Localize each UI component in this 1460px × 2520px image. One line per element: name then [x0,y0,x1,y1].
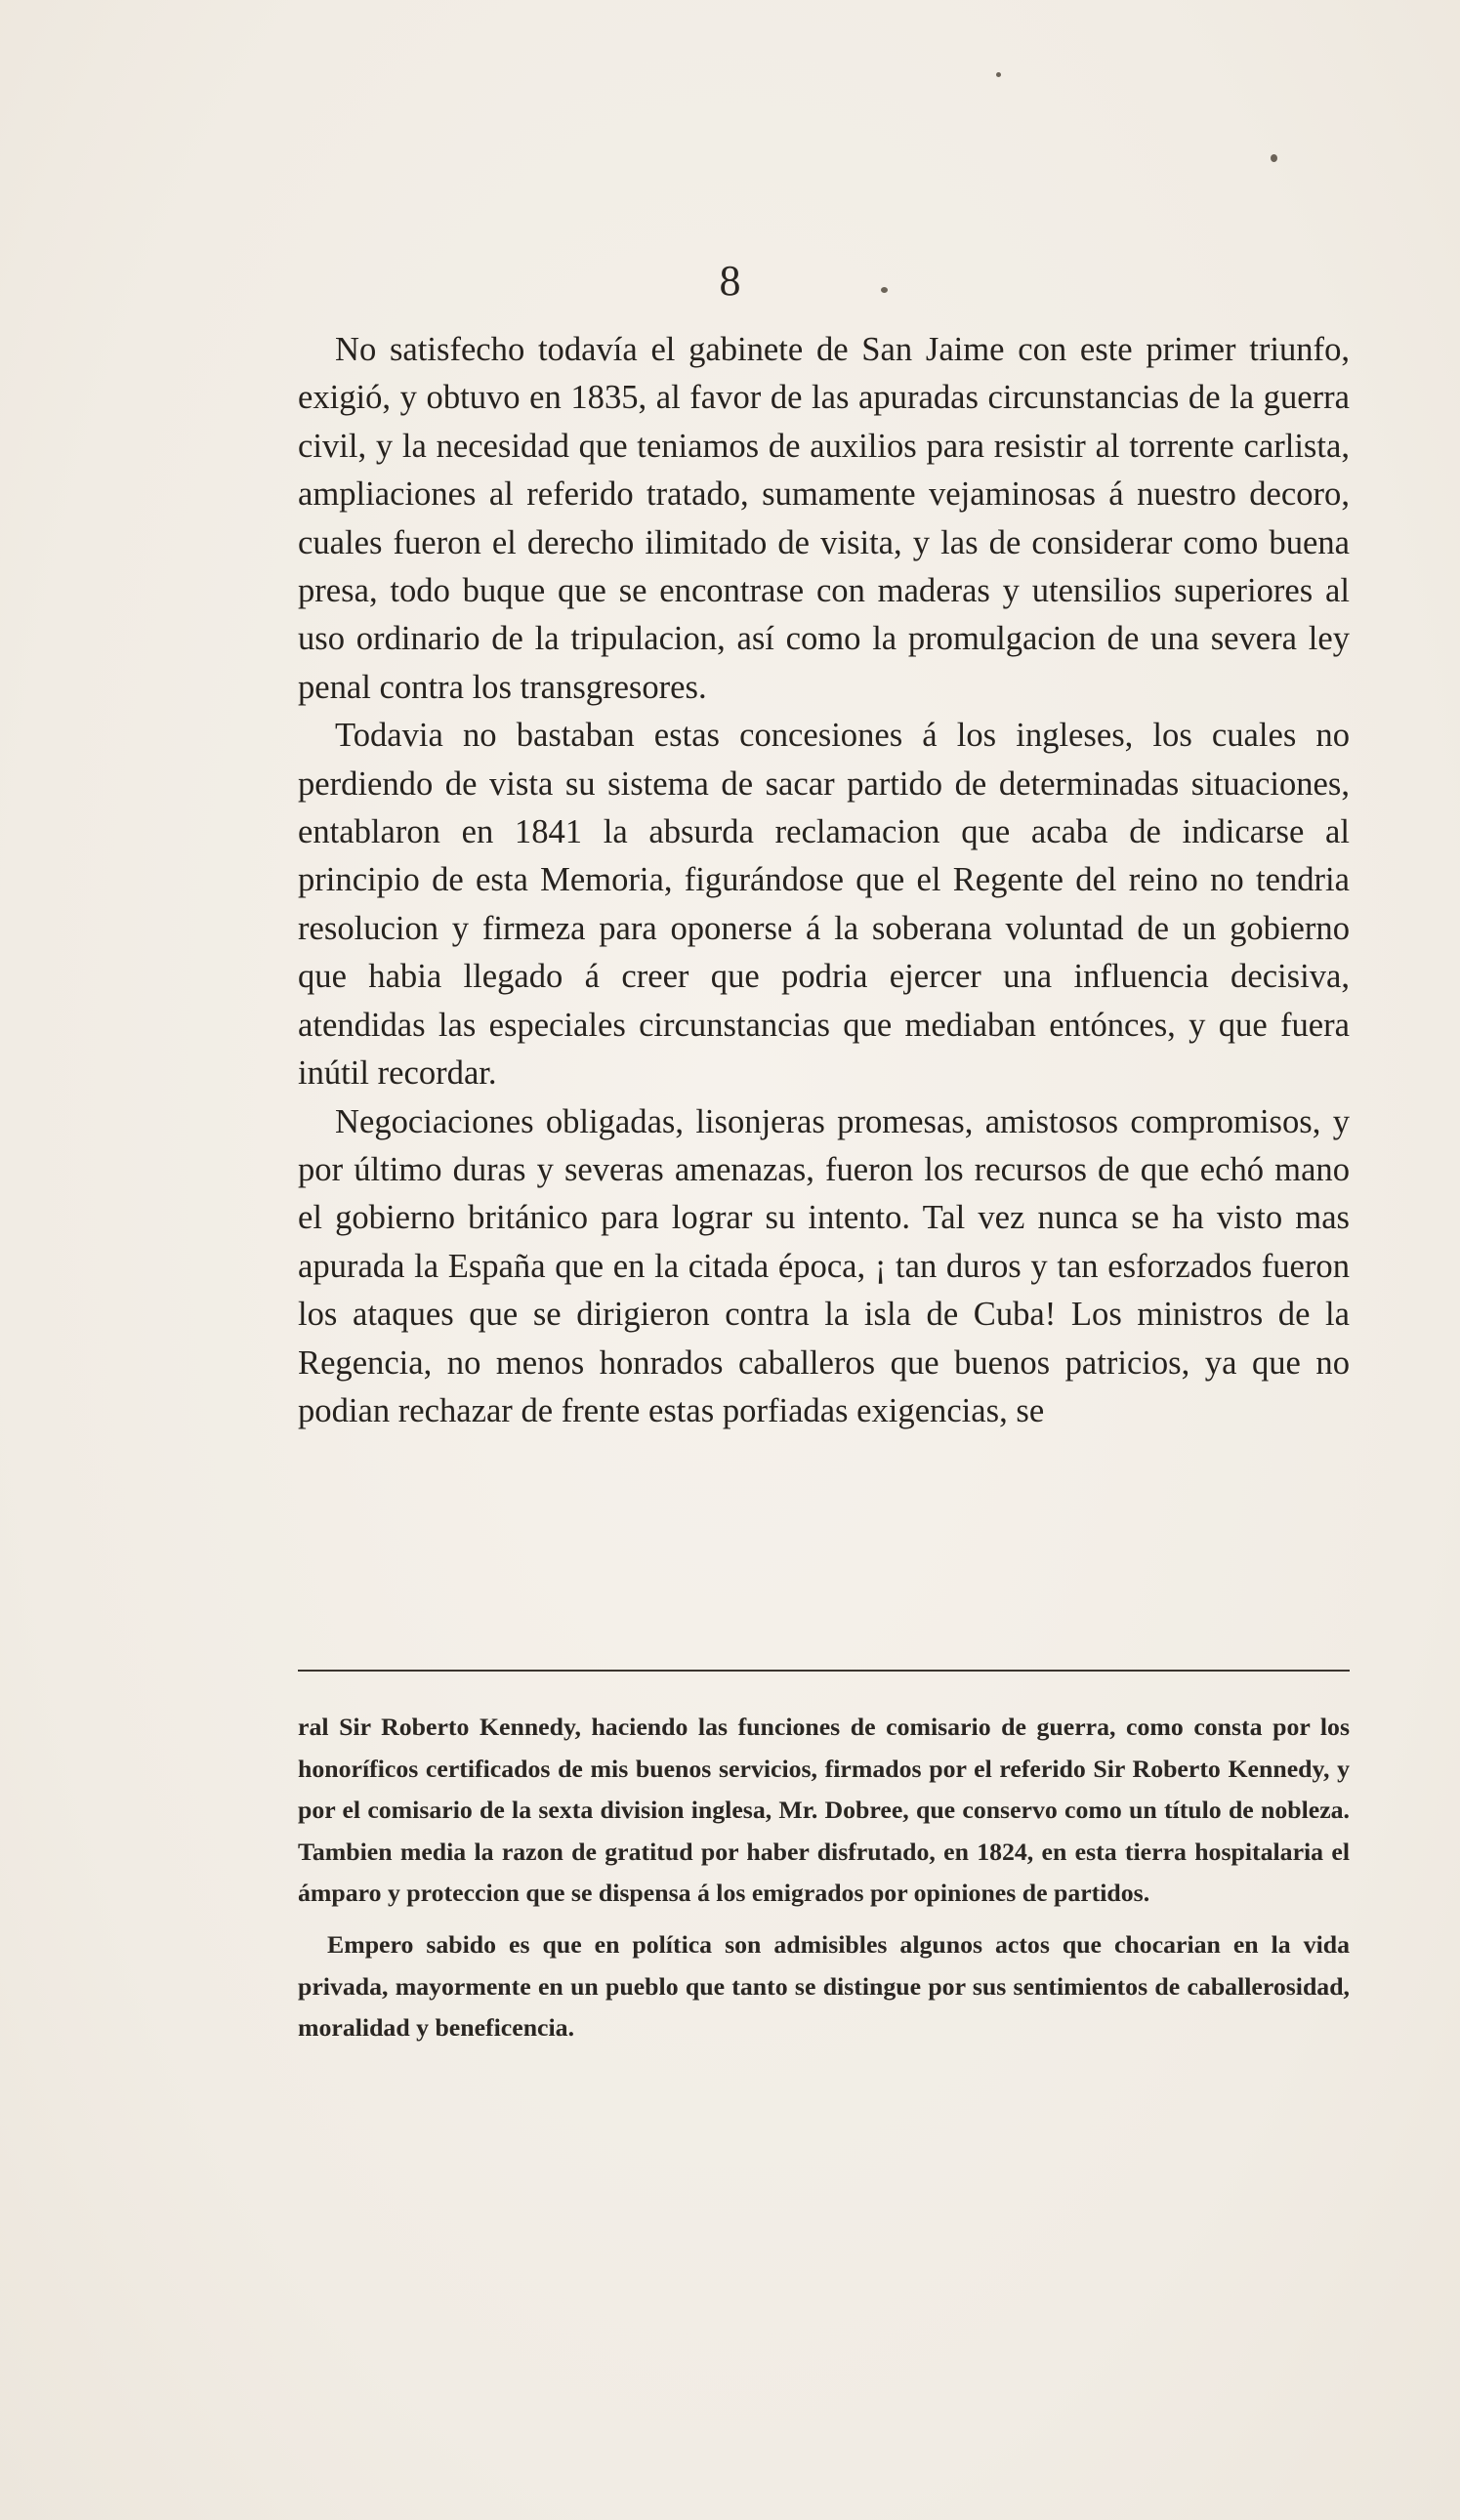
ink-speck [996,72,1001,77]
main-text [298,326,1350,1435]
footnote-paragraph: Empero sabido es que en política son admisibles algunos actos que chocarian en la vida privada, mayormente en un pueblo que tanto se distingue por sus sentimientos de caballerosidad, moralidad y beneficencia. [298,1929,1350,2043]
page-number: 8 [719,257,741,305]
footnote-paragraph: ral Sir Roberto Kennedy, haciendo las funciones de comisario de guerra, como consta por los honoríficos certificados de mis buenos servicios, firmados por el referido Sir Roberto Kennedy, y por el comisario de la sexta division inglesa, Mr. Dobree, que conservo como un título de nobleza. Tambien media la razon de gratitud por haber disfrutado, en 1824, en esta tierra hospitalaria el ámparo y proteccion que se dispensa á los emigrados por opiniones de partidos. [298,1713,1350,1908]
ink-speck [1271,154,1277,162]
body-paragraph: No satisfecho todavía el gabinete de San Jaime con este primer triunfo, exigió, y obtuvo en 1835, al favor de las apuradas circunstancias de la guerra civil, y la necesidad que teniamos de auxilios para resistir al torrente carlista, ampliaciones al referido tratado, sumamente vejaminosas á nuestro decoro, cuales fueron el derecho ilimitado de visita, y las de considerar como buena presa, todo buque que se encontrase con maderas y utensilios superiores al uso ordinario de la tripulacion, así como la promulgacion de una severa ley penal contra los transgresores. [298,331,1350,706]
body-paragraph: Todavia no bastaban estas concesiones á los ingleses, los cuales no perdiendo de vista su sistema de sacar partido de determinadas situaciones, entablaron en 1841 la absurda reclamacion que acaba de indicarse al principio de esta Memoria, figurándose que el Regente del reino no tendria resolucion y firmeza para oponerse á la soberana voluntad de un gobierno que habia llegado á creer que podria ejercer una influencia decisiva, atendidas las especiales circunstancias que mediaban entónces, y que fuera inútil recordar. [298,717,1350,1093]
body-paragraph: Negociaciones obligadas, lisonjeras promesas, amistosos compromisos, y por último duras y severas amenazas, fueron los recursos de que echó mano el gobierno británico para lograr su intento. Tal vez nunca se ha visto mas apurada la España que en la citada época, ¡ tan duros y tan esforzados fueron los ataques que se dirigieron contra la isla de Cuba! Los ministros de la Regencia, no menos honrados caballeros que buenos patricios, ya que no podian rechazar de frente estas porfiadas exigencias, se [298,1102,1350,1429]
footnote-divider [298,1670,1350,1672]
footnotes [298,1707,1350,2049]
